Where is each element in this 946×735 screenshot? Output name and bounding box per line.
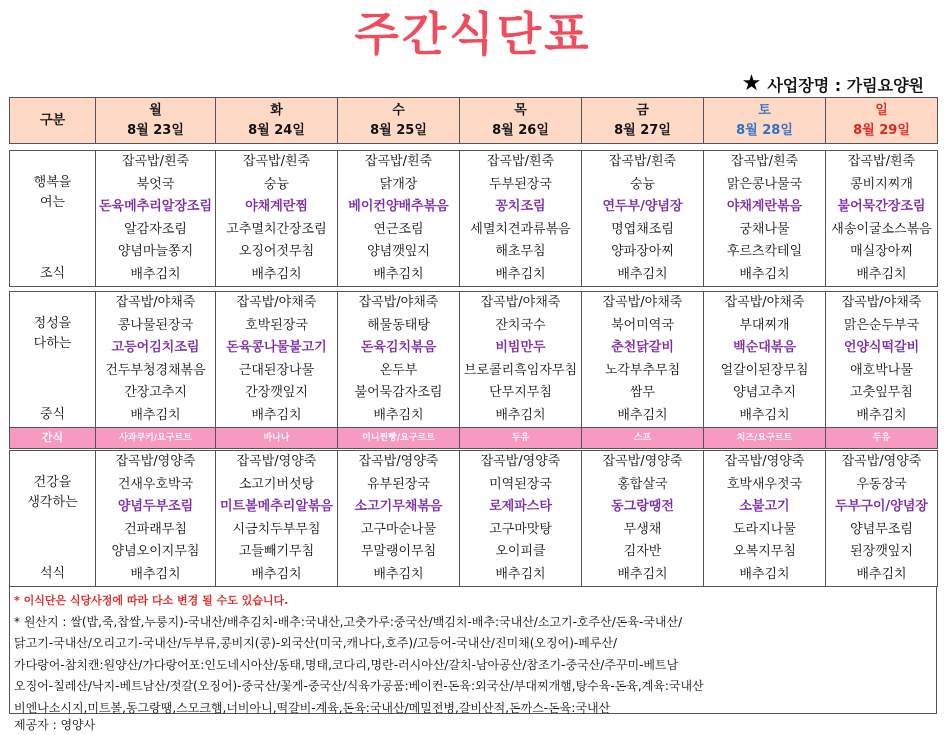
day-date: 8월 24일 [248, 122, 305, 138]
menu-item: 잡곡밥/영양죽 [358, 454, 439, 469]
main-dish: 고등어김치조림 [111, 340, 200, 355]
day-name: 화 [270, 102, 283, 118]
header-day-sat [704, 98, 826, 144]
menu-item: 무생채 [623, 521, 662, 537]
menu-item: 오복지무침 [733, 544, 796, 559]
main-dish: 비빔만두 [495, 340, 546, 355]
breakfast-sat [704, 151, 826, 287]
menu-item: 배추김치 [251, 407, 302, 423]
main-dish: 돈육김치볶음 [360, 340, 437, 355]
main-dish: 백순대볶음 [733, 340, 796, 355]
dinner-table [9, 450, 938, 587]
menu-item: 부대찌개 [739, 317, 790, 333]
day-date: 8월 23일 [127, 122, 184, 138]
menu-item: 북어미역국 [611, 317, 674, 333]
menu-item: 양념마늘쫑지 [117, 244, 194, 259]
star-icon: ★ [741, 71, 762, 96]
day-name: 목 [514, 102, 527, 118]
breakfast-row [10, 151, 938, 287]
menu-item: 배추김치 [130, 266, 181, 282]
snack-tue: 바나나 [216, 428, 338, 449]
header-row [10, 98, 938, 144]
menu-item: 맑은순두부국 [843, 317, 920, 333]
snack-mon: 사과쿠키/요구르트 [96, 428, 216, 449]
main-dish: 돈육메추리알장조림 [98, 199, 213, 214]
label-line: 여는 [39, 195, 66, 210]
lunch-tue [216, 292, 338, 428]
menu-item: 호박된장국 [245, 317, 308, 333]
lunch-table [9, 291, 938, 449]
menu-item: 잡곡밥/야채죽 [841, 295, 922, 310]
main-dish: 불어묵간장조림 [837, 199, 926, 214]
menu-item: 된장깻잎지 [850, 544, 913, 559]
menu-item: 양념오이지무침 [111, 544, 200, 559]
main-dish: 베이컨양배추볶음 [348, 199, 449, 214]
organization-name: 사업장명 : 가림요양원 [767, 75, 924, 95]
menu-item: 우동장국 [856, 476, 907, 492]
menu-item: 잡곡밥/야채죽 [358, 295, 439, 310]
menu-item: 배추김치 [373, 407, 424, 423]
main-dish: 양념두부조림 [117, 499, 194, 514]
lunch-mon [96, 292, 216, 428]
menu-item: 배추김치 [617, 566, 668, 582]
lunch-sun [826, 292, 938, 428]
menu-item: 도라지나물 [733, 521, 796, 537]
menu-item: 오이피클 [495, 544, 546, 559]
menu-item: 배추김치 [739, 407, 790, 423]
snack-thu: 두유 [460, 428, 582, 449]
menu-item: 잡곡밥/영양죽 [724, 454, 805, 469]
menu-item: 매실장아찌 [850, 244, 913, 259]
menu-item: 알감자조림 [124, 221, 187, 237]
header-table [9, 97, 938, 144]
dinner-row [10, 451, 938, 587]
day-name: 금 [636, 102, 649, 118]
menu-item: 건두부청경채볶음 [105, 362, 206, 378]
menu-item: 양념무조림 [850, 521, 913, 537]
day-date: 8월 26일 [492, 122, 549, 138]
menu-item: 배추김치 [856, 407, 907, 423]
menu-item: 근대된장나물 [238, 362, 315, 378]
dinner-label [10, 451, 96, 587]
menu-item: 배추김치 [739, 566, 790, 582]
breakfast-label [10, 151, 96, 287]
menu-item: 김자반 [623, 544, 662, 559]
menu-item: 배추김치 [251, 566, 302, 582]
label-line: 행복을 [33, 175, 72, 190]
menu-item: 콩나물된장국 [117, 317, 194, 333]
lunch-fri [582, 292, 704, 428]
meal-type: 중식 [39, 407, 66, 422]
menu-item: 명엽채조림 [611, 221, 674, 237]
dinner-sat [704, 451, 826, 587]
day-date: 8월 28일 [736, 122, 793, 138]
menu-item: 배추김치 [373, 266, 424, 282]
snack-sat: 치즈/요구르트 [704, 428, 826, 449]
breakfast-sun [826, 151, 938, 287]
day-name: 월 [149, 102, 162, 118]
menu-item: 후르츠칵테일 [726, 244, 803, 259]
label-line: 생각하는 [27, 495, 78, 510]
menu-item: 배추김치 [495, 566, 546, 582]
menu-item: 단무지무침 [489, 385, 552, 400]
header-day-wed [338, 98, 460, 144]
main-dish: 로제파스타 [489, 499, 552, 514]
menu-item: 맑은콩나물국 [726, 176, 803, 192]
menu-item: 불어묵감자조림 [354, 385, 443, 400]
menu-item: 잡곡밥/야채죽 [236, 295, 317, 310]
header-day-fri [582, 98, 704, 144]
main-dish: 야채계란볶음 [726, 199, 803, 214]
main-dish: 야채계란찜 [245, 199, 308, 214]
menu-item: 간장고추지 [124, 385, 187, 400]
breakfast-thu [460, 151, 582, 287]
snack-row [10, 428, 938, 449]
menu-item: 배추김치 [251, 266, 302, 282]
menu-item: 건파래무침 [124, 521, 187, 537]
menu-item: 콩비지찌개 [850, 176, 913, 192]
origin-line: 비엔나소시지,미트볼,동그랑땡,스모크햄,너비아니,떡갈비-계육,돈육:국내산/메밀전병,갈비산적,돈까스-돈육:국내산 [14, 700, 611, 715]
menu-item: 연근조림 [373, 221, 424, 237]
menu-item: 새송이굴소스볶음 [831, 221, 932, 237]
header-day-thu [460, 98, 582, 144]
breakfast-mon [96, 151, 216, 287]
snack-wed: 미니찐빵/요구르트 [338, 428, 460, 449]
menu-item: 호박새우젓국 [726, 476, 803, 492]
menu-item: 배추김치 [130, 407, 181, 423]
menu-item: 잡곡밥/흰죽 [486, 154, 555, 169]
page-title: 주간식단표 [354, 7, 592, 61]
menu-item: 소고기버섯탕 [238, 476, 315, 492]
dinner-thu [460, 451, 582, 587]
menu-item: 배추김치 [373, 566, 424, 582]
label-line: 정성을 [33, 316, 72, 331]
origin-notes [9, 586, 937, 714]
menu-item: 쌈무 [629, 385, 656, 400]
main-dish: 소불고기 [739, 499, 790, 514]
menu-item: 잡곡밥/야채죽 [115, 295, 196, 310]
menu-item: 건새우호박국 [117, 476, 194, 492]
menu-item: 미역된장국 [489, 476, 552, 492]
organization-label [742, 72, 924, 96]
dinner-wed [338, 451, 460, 587]
main-dish: 소고기무채볶음 [354, 499, 443, 514]
header-day-sun [826, 98, 938, 144]
menu-item: 배추김치 [495, 266, 546, 282]
menu-item: 고들빼기무침 [238, 544, 315, 559]
lunch-row [10, 292, 938, 428]
menu-item: 잡곡밥/영양죽 [841, 454, 922, 469]
dinner-mon [96, 451, 216, 587]
main-dish: 연두부/양념장 [602, 199, 683, 214]
menu-item: 잡곡밥/흰죽 [847, 154, 916, 169]
menu-item: 배추김치 [617, 407, 668, 423]
day-date: 8월 29일 [853, 122, 910, 138]
menu-item: 배추김치 [130, 566, 181, 582]
day-date: 8월 25일 [370, 122, 427, 138]
label-line: 다하는 [33, 336, 72, 351]
day-date: 8월 27일 [614, 122, 671, 138]
origin-line: 오징어-칠레산/낙지-베트남산/젓갈(오징어)-중국산/꽃게-중국산/식육가공품:베이컨-돈육:외국산/부대찌개햄,탕수육-돈육,계육:국내산 [14, 679, 704, 693]
menu-item: 잡곡밥/야채죽 [724, 295, 805, 310]
menu-item: 브로콜리흑임자무침 [463, 362, 578, 378]
menu-item: 배추김치 [856, 266, 907, 282]
origin-line: 닭고기-국내산/오리고기-국내산/두부류,콩비지(콩)-외국산(미국,캐나다,호주)/고등어-국내산/진미채(오징어)-페루산/ [14, 636, 618, 650]
menu-item: 잡곡밥/야채죽 [602, 295, 683, 310]
meal-type: 조식 [39, 266, 66, 281]
breakfast-table [9, 150, 938, 287]
lunch-thu [460, 292, 582, 428]
origin-line: 가다랑어-참치캔:원양산/가다랑어포:인도네시아산/동태,명태,코다리,명란-러시아산/갈치-남아공산/참조기-중국산/주꾸미-베트남 [14, 657, 679, 672]
menu-item: 숭늉 [629, 176, 656, 192]
menu-item: 고구마순나물 [360, 521, 437, 537]
menu-item: 양념깻잎지 [367, 244, 430, 259]
menu-item: 해물동태탕 [367, 317, 430, 333]
main-dish: 미트볼메추리알볶음 [219, 499, 334, 514]
menu-item: 두부된장국 [489, 176, 552, 192]
menu-item: 유부된장국 [367, 476, 430, 492]
menu-item: 닭개장 [379, 176, 418, 192]
menu-item: 애호박나물 [850, 362, 913, 378]
menu-item: 잡곡밥/야채죽 [480, 295, 561, 310]
menu-item: 잡곡밥/흰죽 [608, 154, 677, 169]
menu-item: 잡곡밥/영양죽 [115, 454, 196, 469]
menu-item: 온두부 [379, 362, 418, 378]
breakfast-fri [582, 151, 704, 287]
menu-item: 배추김치 [495, 407, 546, 423]
menu-item: 잡곡밥/흰죽 [364, 154, 433, 169]
main-dish: 꽁치조림 [495, 199, 546, 214]
menu-item: 숭늉 [263, 176, 290, 192]
breakfast-wed [338, 151, 460, 287]
menu-item: 잡곡밥/흰죽 [730, 154, 799, 169]
meal-type: 석식 [39, 566, 66, 581]
menu-item: 배추김치 [856, 566, 907, 582]
header-day-mon [96, 98, 216, 144]
breakfast-tue [216, 151, 338, 287]
menu-item: 시금치두부무침 [232, 521, 321, 537]
main-dish: 두부구이/양념장 [835, 499, 928, 514]
header-day-tue [216, 98, 338, 144]
label-line: 건강을 [33, 475, 72, 490]
snack-label: 간식 [10, 428, 96, 449]
menu-item: 세멸치견과류볶음 [470, 221, 571, 237]
menu-item: 잡곡밥/흰죽 [242, 154, 311, 169]
day-name: 일 [875, 102, 888, 118]
menu-item: 무말랭이무침 [360, 544, 437, 559]
menu-item: 잡곡밥/영양죽 [480, 454, 561, 469]
menu-item: 배추김치 [617, 266, 668, 282]
dinner-fri [582, 451, 704, 587]
provider-label: 제공자 : 영양사 [14, 718, 96, 732]
menu-item: 양파장아찌 [611, 244, 674, 259]
menu-item: 고추멸치간장조림 [226, 221, 327, 237]
lunch-wed [338, 292, 460, 428]
menu-item: 고춧잎무침 [850, 385, 913, 400]
header-gubun: 구분 [10, 98, 96, 144]
menu-item: 잔치국수 [495, 317, 546, 333]
lunch-sat [704, 292, 826, 428]
main-dish: 동그랑땡전 [611, 499, 674, 514]
dinner-sun [826, 451, 938, 587]
menu-item: 양념고추지 [733, 385, 796, 400]
dinner-tue [216, 451, 338, 587]
menu-item: 홍합살국 [617, 476, 668, 492]
menu-item: 얼갈이된장무침 [720, 362, 809, 378]
menu-item: 궁채나물 [739, 221, 790, 237]
menu-item: 잡곡밥/영양죽 [602, 454, 683, 469]
menu-item: 잡곡밥/영양죽 [236, 454, 317, 469]
menu-item: 노각부추무침 [604, 362, 681, 378]
day-name: 수 [392, 102, 405, 118]
lunch-label [10, 292, 96, 428]
menu-item: 잡곡밥/흰죽 [121, 154, 190, 169]
menu-item: 해초무침 [495, 244, 546, 259]
origin-line: * 원산지 : 쌀(밥,죽,찹쌀,누룽지)-국내산/배추김치-배추:국내산,고춧가루:중국산/백김치-배추:국내산/소고기-호주산/돈육-국내산/ [14, 614, 683, 629]
main-dish: 언양식떡갈비 [843, 340, 920, 355]
snack-fri: 스프 [582, 428, 704, 449]
snack-sun: 두유 [826, 428, 938, 449]
change-warning: * 이식단은 식당사정에 따라 다소 변경 될 수도 있습니다. [14, 594, 289, 607]
main-dish: 돈육콩나물불고기 [226, 340, 327, 355]
menu-item: 간장깻잎지 [245, 385, 308, 400]
main-dish: 춘천닭갈비 [611, 340, 674, 355]
menu-item: 배추김치 [739, 266, 790, 282]
day-name: 토 [758, 102, 771, 118]
menu-item: 북엇국 [136, 176, 175, 192]
menu-item: 오징어젓무침 [238, 244, 315, 259]
menu-item: 고구마맛탕 [489, 521, 552, 537]
